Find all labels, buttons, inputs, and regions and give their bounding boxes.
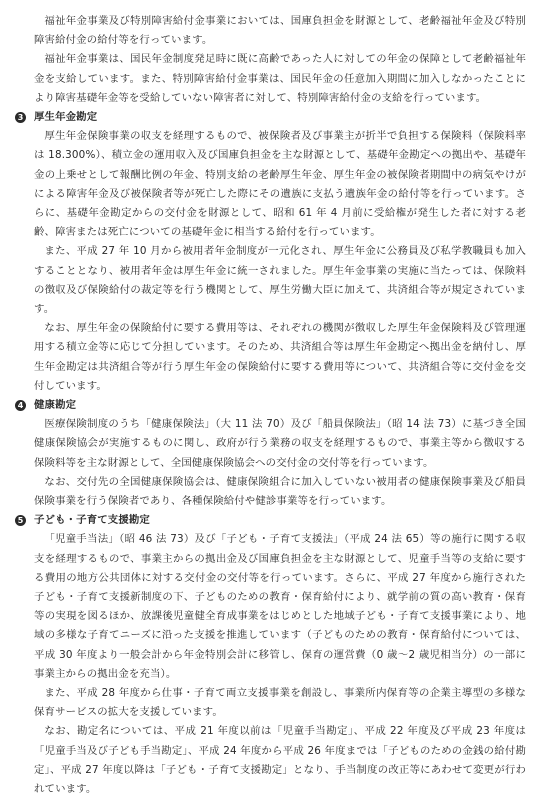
section-paragraph: なお、勘定名については、平成 21 年度以前は「児童手当勘定」、平成 22 年度及び平成 23 年度は「児童手当及び子ども手当勘定」、平成 24 年度から平成 26 年度までは「子どものための金銭の給付勘定」、平成 27 年度以降は「子ども・子育て支援勘定」となり、手当制度の改正等にあわせて変更が行われています。: [34, 725, 526, 796]
section-paragraph: また、平成 28 年度から仕事・子育て両立支援事業を創設し、事業所内保育等の企業主導型の多様な保育サービスの拡大を支援しています。: [34, 687, 526, 719]
section-title: 健康勘定: [34, 399, 77, 412]
section-paragraph: 医療保険制度のうち「健康保険法」（大 11 法 70）及び「船員保険法」（昭 14 法 73）に基づき全国健康保険協会が実施するものに関し、政府が行う業務の収支を経理するもので、事業主等から徴収する保険料等を主な財源として、全国健康保険協会への交付金の交付等を行っています。: [34, 418, 526, 469]
section-paragraph: また、平成 27 年 10 月から被用者年金制度が一元化され、厚生年金に公務員及び私学教職員も加入することとなり、被用者年金は厚生年金に統一されました。厚生年金事業の実施に当たっては、保険料の徴収及び保険給付の裁定等を行う機関として、厚生労働大臣に加えて、共済組合等が規定されています。: [34, 245, 526, 316]
section-title: 厚生年金勘定: [34, 111, 98, 124]
intro-paragraph-1: 福祉年金事業及び特別障害給付金事業においては、国庫負担金を財源として、老齢福祉年金及び特別障害給付金の給付等を行っています。: [34, 15, 526, 47]
section-paragraph: なお、厚生年金の保険給付に要する費用等は、それぞれの機関が徴収した厚生年金保険料及び管理運用する積立金等に応じて分担しています。そのため、共済組合等は厚生年金勘定へ拠出金を納付し、厚生年金勘定は共済組合等が行う厚生年金の保険給付に要する費用等について、共済組合等に交付金を交付しています。: [34, 322, 526, 392]
section-paragraph: なお、交付先の全国健康保険協会は、健康保険組合に加入していない被用者の健康保険事業及び船員保険事業を行う保険者であり、各種保険給付や健診事業等を行っています。: [34, 475, 526, 508]
section-title: 子ども・子育て支援勘定: [34, 514, 150, 527]
section-paragraph: 「児童手当法」（昭 46 法 73）及び「子ども・子育て支援法」（平成 24 法 65）等の施行に関する収支を経理するもので、事業主からの拠出金及び国庫負担金を主な財源として、児童手当等の支給に要する費用の地方公共団体に対する交付金の交付等を行っています。さらに、平成 27 年度から施行された子ども・子育て支援新制度の下、子どものための教育・保育給付により、就学前の質の高い教育・保育等の実現を図るほか、放課後児童健全育成事業をはじめとした地域子ども・子育て支援事業により、地域の多様な子育てニーズに沿った支援を推進しています（子どものための教育・保育給付については、平成 30 年度より一般会計から年金特別会計に移管し、保育の運営費（0 歳～2 歳児相当分）の一部に事業主からの拠出金を充当）。: [34, 533, 526, 680]
intro-paragraph-2: 福祉年金事業は、国民年金制度発足時に既に高齢であった人に対しての年金の保障として老齢福祉年金を支給しています。また、特別障害給付金事業は、国民年金の任意加入期間に加入しなかったことにより障害基礎年金等を受給していない障害者に対して、特別障害給付金の支給を行っています。: [34, 53, 526, 104]
section-heading-health: [15, 396, 526, 415]
section-number-badge: 3: [15, 112, 26, 123]
section-heading-childcare: [15, 511, 526, 530]
section-number-badge: 4: [15, 400, 26, 411]
section-paragraph: 厚生年金保険事業の収支を経理するもので、被保険者及び事業主が折半で負担する保険料（保険料率は 18.300%）、積立金の運用収入及び国庫負担金を主な財源として、基礎年金勘定への拠出や、基礎年金の上乗せとして報酬比例の年金、特別支給の老齢厚生年金、厚生年金の被保険者期間中の病気やけがによる障害年金及び被保険者等が死亡した際にその遺族に支払う遺族年金の給付等を行っています。さらに、基礎年金勘定からの交付金を財源として、昭和 61 年 4 月前に受給権が発生した者に対する老齢、障害または死亡についての基礎年金に相当する給付を行っています。: [34, 130, 526, 239]
section-heading-pension: [15, 108, 526, 127]
section-number-badge: 5: [15, 515, 26, 526]
